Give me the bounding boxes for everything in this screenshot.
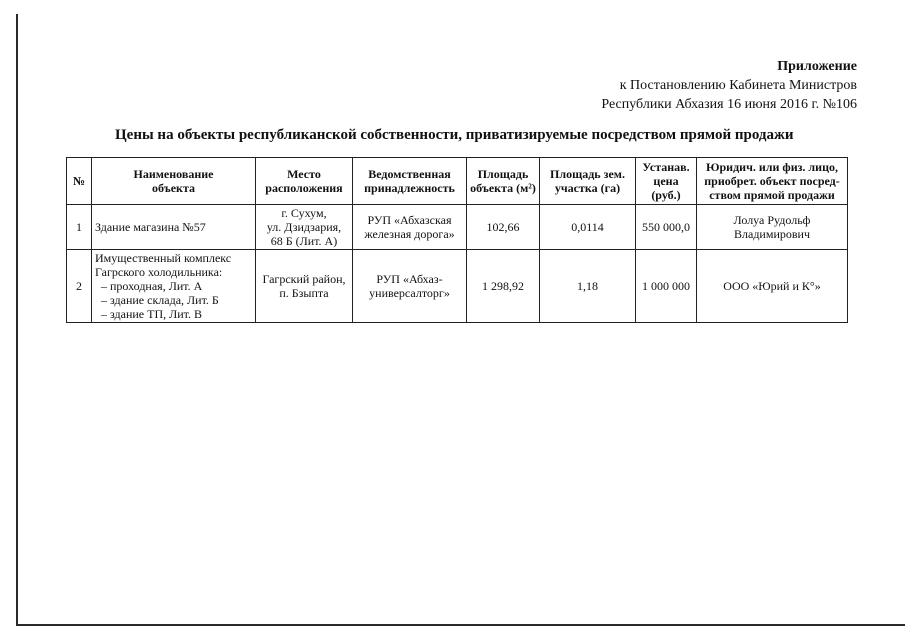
header-location: Место расположения <box>256 158 353 205</box>
header-land-area: Площадь зем. участка (га) <box>540 158 636 205</box>
cell-area: 102,66 <box>467 205 540 250</box>
cell-location: г. Сухум, ул. Дзидзария, 68 Б (Лит. А) <box>256 205 353 250</box>
cell-buyer: ООО «Юрий и К°» <box>697 250 848 323</box>
cell-land-area: 0,0114 <box>540 205 636 250</box>
price-table <box>66 157 848 323</box>
header-num: № <box>67 158 92 205</box>
header-price: Устанав. цена (руб.) <box>636 158 697 205</box>
document-title: Цены на объекты республиканской собственности, приватизируемые посредством прямой продажи <box>115 127 794 143</box>
header-name: Наименование объекта <box>92 158 256 205</box>
cell-department: РУП «Абхаз- универсалторг» <box>353 250 467 323</box>
cell-name: Имущественный комплекс Гагрского холодильника: – проходная, Лит. А – здание склада, Лит. Б – здание ТП, Лит. В <box>92 250 256 323</box>
cell-location: Гагрский район, п. Бзыпта <box>256 250 353 323</box>
cell-land-area: 1,18 <box>540 250 636 323</box>
cell-department: РУП «Абхазская железная дорога» <box>353 205 467 250</box>
header-row <box>67 158 848 205</box>
appendix-block <box>601 57 857 114</box>
header-area: Площадь объекта (м²) <box>467 158 540 205</box>
scan-edge-bottom <box>16 624 905 626</box>
appendix-line-1: к Постановлению Кабинета Министров <box>619 78 857 93</box>
cell-price: 1 000 000 <box>636 250 697 323</box>
header-department: Ведомственная принадлежность <box>353 158 467 205</box>
cell-num: 2 <box>67 250 92 323</box>
cell-name: Здание магазина №57 <box>92 205 256 250</box>
table-row <box>67 250 848 323</box>
cell-num: 1 <box>67 205 92 250</box>
cell-price: 550 000,0 <box>636 205 697 250</box>
header-buyer: Юридич. или физ. лицо, приобрет. объект посред- ством прямой продажи <box>697 158 848 205</box>
appendix-title: Приложение <box>777 59 857 74</box>
table-row <box>67 205 848 250</box>
appendix-line-2: Республики Абхазия 16 июня 2016 г. №106 <box>601 97 857 112</box>
scan-edge-left <box>16 14 18 624</box>
cell-buyer: Лолуа Рудольф Владимирович <box>697 205 848 250</box>
cell-area: 1 298,92 <box>467 250 540 323</box>
